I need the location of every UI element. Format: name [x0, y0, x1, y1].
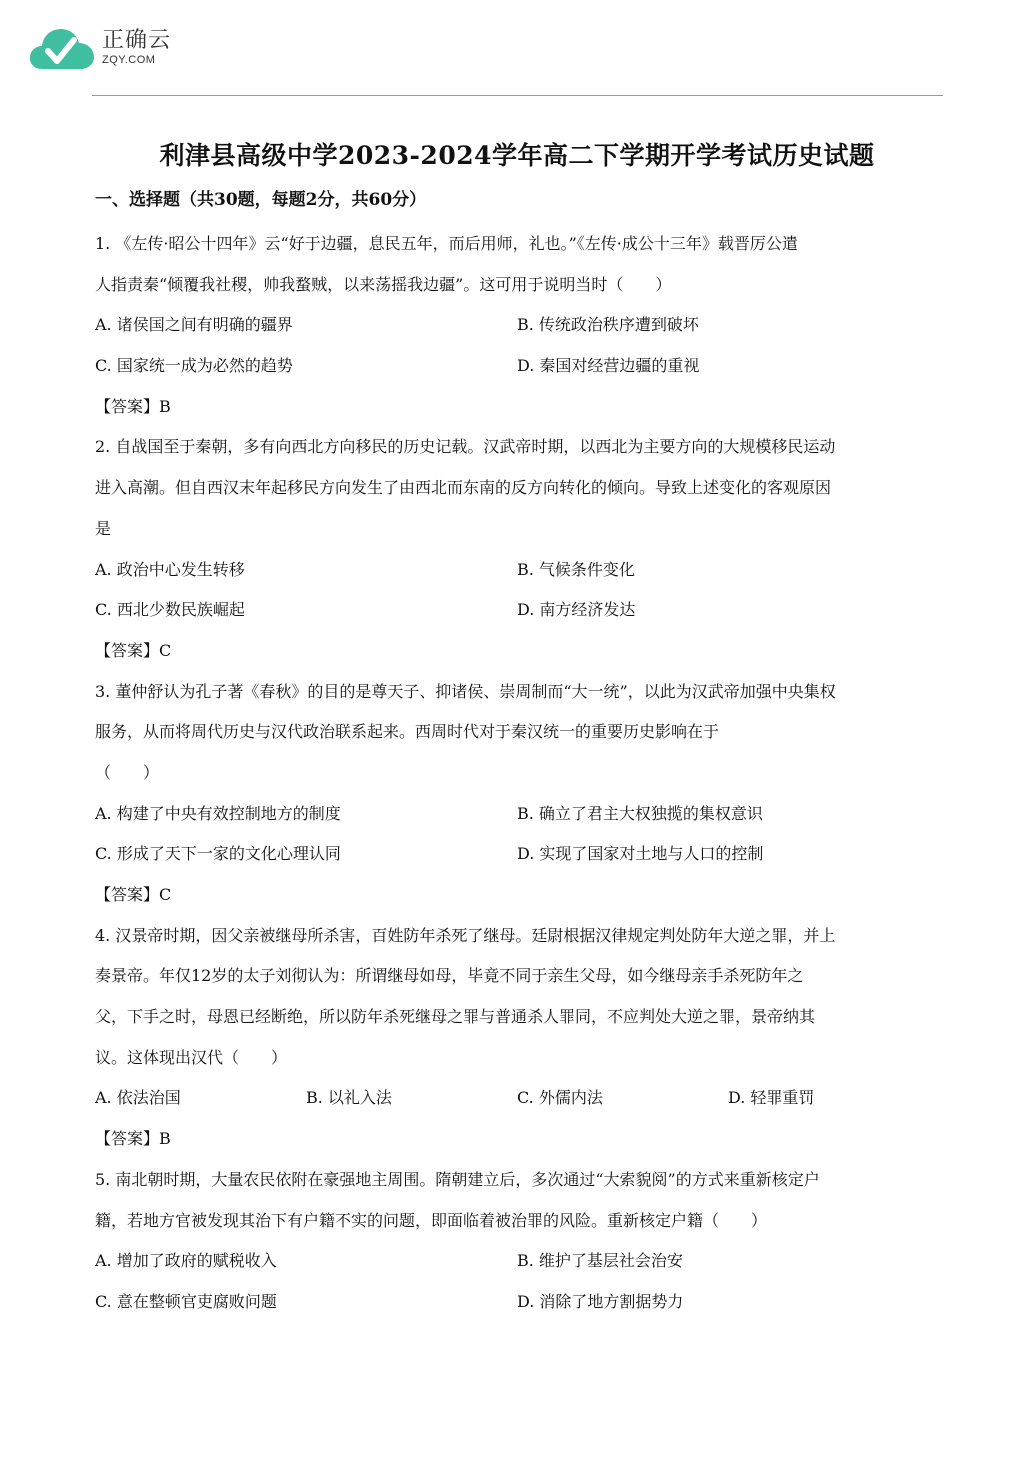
question-text-line: 父，下手之时，母恩已经断绝，所以防年杀死继母之罪与普通杀人罪同，不应判处大逆之罪，景帝纳其 [95, 1007, 816, 1027]
option-b: B. 以礼入法 [306, 1088, 392, 1108]
option-c: C. 意在整顿官吏腐败问题 [95, 1291, 277, 1311]
answer: 【答案】B [95, 396, 171, 416]
cloud-check-icon [28, 23, 96, 73]
question-text-line: 1. 《左传·昭公十四年》云“好于边疆，息民五年，而后用师，礼也。”《左传·成公十三年》载晋厉公遣 [95, 234, 798, 253]
option-c: C. 外儒内法 [517, 1088, 603, 1108]
question-text-line: 进入高潮。但自西汉末年起移民方向发生了由西北而东南的反方向转化的倾向。导致上述变化的客观原因 [95, 478, 832, 498]
question-text-line: 5. 南北朝时期，大量农民依附在豪强地主周围。隋朝建立后，多次通过“大索貌阅”的方式来重新核定户 [95, 1169, 820, 1189]
option-b: B. 传统政治秩序遭到破坏 [517, 315, 699, 335]
question-text-line: 2. 自战国至于秦朝，多有向西北方向移民的历史记载。汉武帝时期，以西北为主要方向的大规模移民运动 [95, 437, 836, 457]
question-5 [95, 1160, 941, 1323]
exam-content [95, 184, 941, 1323]
option-a: A. 政治中心发生转移 [95, 559, 245, 579]
question-1 [95, 224, 941, 427]
option-b: B. 确立了君主大权独揽的集权意识 [517, 803, 763, 823]
site-logo[interactable] [28, 22, 171, 74]
option-c: C. 西北少数民族崛起 [95, 600, 245, 620]
option-c: C. 形成了天下一家的文化心理认同 [95, 844, 341, 864]
question-text-line: 议。这体现出汉代（ ） [95, 1047, 288, 1067]
option-a: A. 诸侯国之间有明确的疆界 [95, 315, 293, 335]
option-b: B. 维护了基层社会治安 [517, 1251, 683, 1271]
question-text-line: 4. 汉景帝时期，因父亲被继母所杀害，百姓防年杀死了继母。廷尉根据汉律规定判处防年大逆之罪，并上 [95, 925, 836, 945]
option-c: C. 国家统一成为必然的趋势 [95, 356, 293, 376]
option-d: D. 消除了地方割据势力 [517, 1291, 684, 1311]
question-3 [95, 672, 941, 916]
option-d: D. 实现了国家对土地与人口的控制 [517, 844, 764, 864]
option-a: A. 依法治国 [95, 1088, 181, 1108]
question-text-line: 奏景帝。年仅12岁的太子刘彻认为：所谓继母如母，毕竟不同于亲生父母，如今继母亲手杀死防年之 [95, 966, 804, 986]
answer: 【答案】B [95, 1129, 171, 1149]
document-title: 利津县高级中学2023-2024学年高二下学期开学考试历史试题 [159, 141, 875, 170]
logo-name-cn: 正确云 [102, 28, 172, 53]
question-4 [95, 916, 941, 1160]
option-d: D. 轻罪重罚 [728, 1088, 815, 1108]
option-d: D. 秦国对经营边疆的重视 [517, 356, 700, 376]
question-text-line: （ ） [95, 762, 160, 782]
question-text-line: 3. 董仲舒认为孔子著《春秋》的目的是尊天子、抑诸侯、崇周制而“大一统”，以此为汉武帝加强中央集权 [95, 681, 836, 701]
question-2 [95, 427, 941, 671]
option-a: A. 增加了政府的赋税收入 [95, 1251, 277, 1271]
option-b: B. 气候条件变化 [517, 559, 635, 579]
answer: 【答案】C [95, 885, 172, 904]
question-text-line: 人指责秦“倾覆我社稷，帅我蝥贼，以来荡摇我边疆”。这可用于说明当时（ ） [95, 274, 672, 294]
option-d: D. 南方经济发达 [517, 600, 636, 620]
section-heading: 一、选择题（共30题，每题2分，共60分） [95, 190, 427, 210]
question-text-line: 籍，若地方官被发现其治下有户籍不实的问题，即面临着被治罪的风险。重新核定户籍（ ） [95, 1210, 768, 1230]
question-text-line: 服务，从而将周代历史与汉代政治联系起来。西周时代对于秦汉统一的重要历史影响在于 [95, 722, 720, 742]
answer: 【答案】C [95, 640, 172, 660]
header-divider [92, 95, 943, 96]
question-text-line: 是 [95, 518, 112, 538]
option-a: A. 构建了中央有效控制地方的制度 [95, 803, 341, 823]
logo-name-en: ZQY.COM [102, 54, 156, 66]
